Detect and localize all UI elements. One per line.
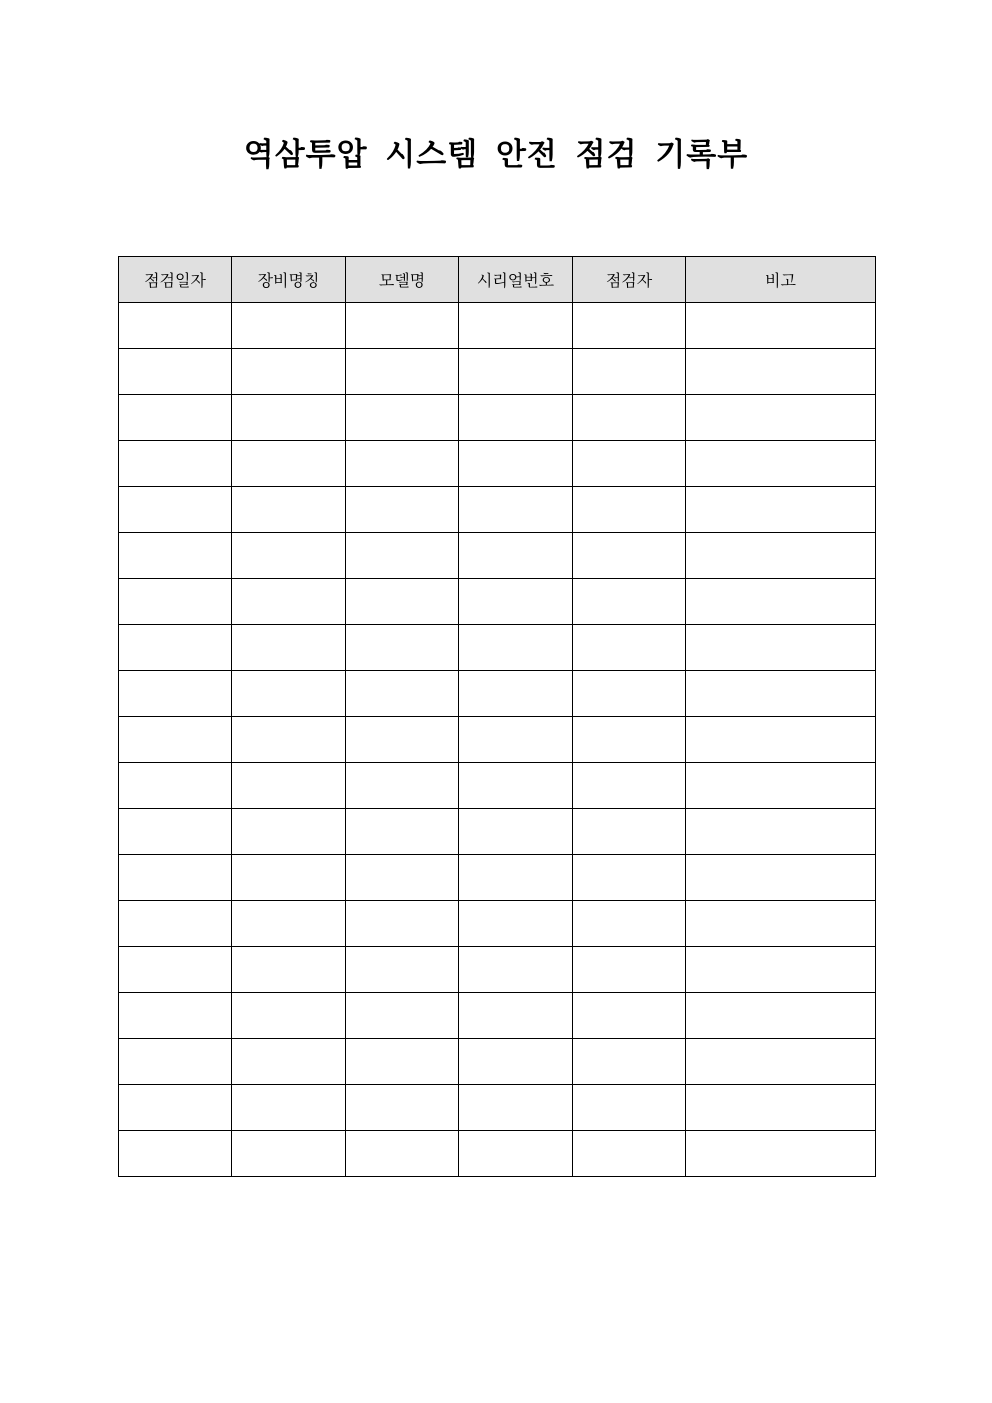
cell-serial-number[interactable] xyxy=(459,303,573,349)
cell-model-name[interactable] xyxy=(346,533,459,579)
table-row xyxy=(119,901,876,947)
table-row xyxy=(119,717,876,763)
cell-inspector[interactable] xyxy=(573,993,686,1039)
table-row xyxy=(119,487,876,533)
cell-equipment-name[interactable] xyxy=(232,717,346,763)
cell-model-name[interactable] xyxy=(346,1085,459,1131)
cell-inspection-date[interactable] xyxy=(119,1085,232,1131)
cell-inspection-date[interactable] xyxy=(119,441,232,487)
cell-remarks[interactable] xyxy=(686,993,876,1039)
cell-inspector[interactable] xyxy=(573,625,686,671)
cell-model-name[interactable] xyxy=(346,1131,459,1177)
cell-inspection-date[interactable] xyxy=(119,1039,232,1085)
cell-inspector[interactable] xyxy=(573,303,686,349)
cell-model-name[interactable] xyxy=(346,671,459,717)
cell-equipment-name[interactable] xyxy=(232,993,346,1039)
cell-inspection-date[interactable] xyxy=(119,533,232,579)
cell-remarks[interactable] xyxy=(686,901,876,947)
table-row xyxy=(119,809,876,855)
cell-inspection-date[interactable] xyxy=(119,579,232,625)
cell-remarks[interactable] xyxy=(686,579,876,625)
cell-serial-number[interactable] xyxy=(459,993,573,1039)
table-row xyxy=(119,1085,876,1131)
cell-inspector[interactable] xyxy=(573,441,686,487)
cell-remarks[interactable] xyxy=(686,441,876,487)
cell-inspector[interactable] xyxy=(573,763,686,809)
cell-equipment-name[interactable] xyxy=(232,349,346,395)
cell-equipment-name[interactable] xyxy=(232,1085,346,1131)
cell-remarks[interactable] xyxy=(686,303,876,349)
cell-equipment-name[interactable] xyxy=(232,441,346,487)
cell-serial-number[interactable] xyxy=(459,441,573,487)
cell-model-name[interactable] xyxy=(346,947,459,993)
header-remarks: 비고 xyxy=(686,257,876,303)
cell-equipment-name[interactable] xyxy=(232,763,346,809)
cell-serial-number[interactable] xyxy=(459,763,573,809)
cell-inspection-date[interactable] xyxy=(119,303,232,349)
cell-model-name[interactable] xyxy=(346,395,459,441)
table-row xyxy=(119,533,876,579)
cell-model-name[interactable] xyxy=(346,349,459,395)
cell-inspection-date[interactable] xyxy=(119,993,232,1039)
cell-serial-number[interactable] xyxy=(459,1085,573,1131)
cell-equipment-name[interactable] xyxy=(232,1131,346,1177)
cell-inspector[interactable] xyxy=(573,717,686,763)
header-model-name: 모델명 xyxy=(346,257,459,303)
cell-inspector[interactable] xyxy=(573,579,686,625)
cell-equipment-name[interactable] xyxy=(232,671,346,717)
cell-serial-number[interactable] xyxy=(459,901,573,947)
cell-serial-number[interactable] xyxy=(459,947,573,993)
table-row xyxy=(119,1131,876,1177)
cell-serial-number[interactable] xyxy=(459,579,573,625)
cell-remarks[interactable] xyxy=(686,809,876,855)
cell-model-name[interactable] xyxy=(346,303,459,349)
table-row xyxy=(119,763,876,809)
table-row xyxy=(119,303,876,349)
table-row xyxy=(119,395,876,441)
cell-equipment-name[interactable] xyxy=(232,303,346,349)
cell-inspection-date[interactable] xyxy=(119,855,232,901)
cell-serial-number[interactable] xyxy=(459,1131,573,1177)
table-row xyxy=(119,947,876,993)
cell-serial-number[interactable] xyxy=(459,395,573,441)
cell-inspection-date[interactable] xyxy=(119,809,232,855)
cell-inspector[interactable] xyxy=(573,947,686,993)
cell-model-name[interactable] xyxy=(346,441,459,487)
cell-inspection-date[interactable] xyxy=(119,349,232,395)
cell-serial-number[interactable] xyxy=(459,717,573,763)
table-header-row xyxy=(119,257,876,303)
cell-inspection-date[interactable] xyxy=(119,625,232,671)
cell-serial-number[interactable] xyxy=(459,671,573,717)
cell-remarks[interactable] xyxy=(686,349,876,395)
cell-inspection-date[interactable] xyxy=(119,671,232,717)
document-title: 역삼투압 시스템 안전 점검 기록부 xyxy=(243,137,749,173)
cell-inspection-date[interactable] xyxy=(119,947,232,993)
cell-remarks[interactable] xyxy=(686,1039,876,1085)
cell-inspector[interactable] xyxy=(573,1131,686,1177)
cell-inspector[interactable] xyxy=(573,533,686,579)
cell-remarks[interactable] xyxy=(686,533,876,579)
cell-model-name[interactable] xyxy=(346,809,459,855)
cell-serial-number[interactable] xyxy=(459,487,573,533)
header-inspection-date: 점검일자 xyxy=(119,257,232,303)
cell-inspector[interactable] xyxy=(573,1085,686,1131)
cell-inspector[interactable] xyxy=(573,395,686,441)
header-serial-number: 시리얼번호 xyxy=(459,257,573,303)
cell-serial-number[interactable] xyxy=(459,625,573,671)
cell-serial-number[interactable] xyxy=(459,533,573,579)
table-row xyxy=(119,349,876,395)
cell-equipment-name[interactable] xyxy=(232,947,346,993)
table-row xyxy=(119,671,876,717)
cell-inspector[interactable] xyxy=(573,855,686,901)
cell-inspection-date[interactable] xyxy=(119,395,232,441)
cell-inspector[interactable] xyxy=(573,809,686,855)
cell-remarks[interactable] xyxy=(686,395,876,441)
table-row xyxy=(119,1039,876,1085)
cell-model-name[interactable] xyxy=(346,625,459,671)
cell-remarks[interactable] xyxy=(686,671,876,717)
cell-inspector[interactable] xyxy=(573,487,686,533)
cell-remarks[interactable] xyxy=(686,1131,876,1177)
cell-model-name[interactable] xyxy=(346,763,459,809)
cell-serial-number[interactable] xyxy=(459,1039,573,1085)
cell-equipment-name[interactable] xyxy=(232,487,346,533)
header-inspector: 점검자 xyxy=(573,257,686,303)
cell-inspector[interactable] xyxy=(573,349,686,395)
table-row xyxy=(119,993,876,1039)
cell-model-name[interactable] xyxy=(346,717,459,763)
cell-model-name[interactable] xyxy=(346,993,459,1039)
cell-model-name[interactable] xyxy=(346,901,459,947)
header-equipment-name: 장비명칭 xyxy=(232,257,346,303)
table-row xyxy=(119,855,876,901)
cell-model-name[interactable] xyxy=(346,579,459,625)
cell-serial-number[interactable] xyxy=(459,855,573,901)
cell-model-name[interactable] xyxy=(346,855,459,901)
cell-remarks[interactable] xyxy=(686,1085,876,1131)
cell-equipment-name[interactable] xyxy=(232,579,346,625)
cell-inspector[interactable] xyxy=(573,901,686,947)
cell-inspection-date[interactable] xyxy=(119,1131,232,1177)
cell-inspector[interactable] xyxy=(573,671,686,717)
cell-equipment-name[interactable] xyxy=(232,855,346,901)
table-body xyxy=(119,303,876,1177)
cell-inspection-date[interactable] xyxy=(119,487,232,533)
cell-model-name[interactable] xyxy=(346,487,459,533)
cell-equipment-name[interactable] xyxy=(232,533,346,579)
cell-inspector[interactable] xyxy=(573,1039,686,1085)
cell-serial-number[interactable] xyxy=(459,809,573,855)
table-row xyxy=(119,625,876,671)
inspection-log-table xyxy=(118,256,876,1177)
cell-remarks[interactable] xyxy=(686,487,876,533)
cell-remarks[interactable] xyxy=(686,855,876,901)
cell-model-name[interactable] xyxy=(346,1039,459,1085)
cell-remarks[interactable] xyxy=(686,947,876,993)
cell-inspection-date[interactable] xyxy=(119,763,232,809)
cell-remarks[interactable] xyxy=(686,625,876,671)
cell-remarks[interactable] xyxy=(686,717,876,763)
cell-serial-number[interactable] xyxy=(459,349,573,395)
cell-remarks[interactable] xyxy=(686,763,876,809)
table-row xyxy=(119,441,876,487)
cell-equipment-name[interactable] xyxy=(232,809,346,855)
cell-equipment-name[interactable] xyxy=(232,625,346,671)
table-row xyxy=(119,579,876,625)
cell-inspection-date[interactable] xyxy=(119,901,232,947)
cell-equipment-name[interactable] xyxy=(232,1039,346,1085)
cell-equipment-name[interactable] xyxy=(232,901,346,947)
cell-equipment-name[interactable] xyxy=(232,395,346,441)
cell-inspection-date[interactable] xyxy=(119,717,232,763)
